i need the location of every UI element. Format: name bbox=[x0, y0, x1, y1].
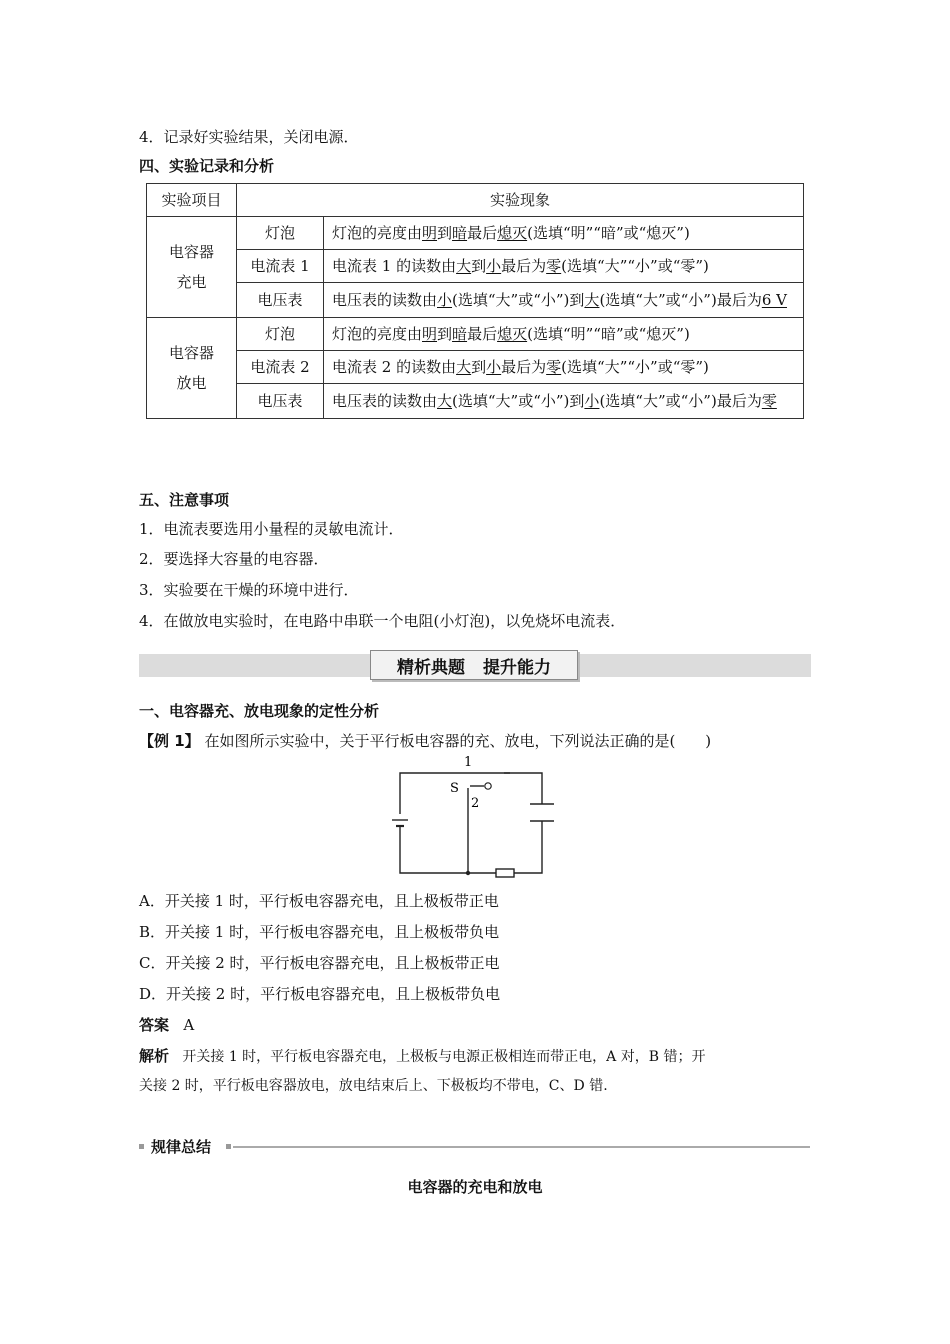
filled-answer: 小 bbox=[486, 257, 502, 275]
table-row bbox=[147, 351, 804, 384]
example-question: 在如图所示实验中，关于平行板电容器的充、放电，下列说法正确的是( ) bbox=[204, 732, 712, 750]
label-1: 1 bbox=[464, 756, 473, 770]
row-text bbox=[324, 250, 804, 283]
filled-answer: 明 bbox=[422, 325, 438, 343]
wire bbox=[514, 821, 542, 873]
text-segment: 灯泡的亮度由 bbox=[332, 224, 423, 242]
text-segment: 灯泡的亮度由 bbox=[332, 325, 423, 343]
text-segment: 最后为 bbox=[501, 358, 547, 376]
text-segment: 电压表的读数由 bbox=[332, 291, 438, 309]
filled-answer: 暗 bbox=[452, 325, 468, 343]
analysis-text-1: 开关接 1 时，平行板电容器充电，上极板与电源正极相连而带正电，A 对，B 错；开 bbox=[182, 1049, 706, 1065]
table-row bbox=[147, 217, 804, 250]
option-d: D．开关接 2 时，平行板电容器充电，且上极板带负电 bbox=[139, 985, 501, 1003]
bullet-square bbox=[226, 1144, 231, 1149]
analysis-line-2: 关接 2 时，平行板电容器放电，放电结束后上、下极板均不带电，C、D 错. bbox=[139, 1078, 608, 1094]
answer-label: 答案 bbox=[139, 1016, 170, 1034]
filled-answer: 熄灭 bbox=[497, 224, 528, 242]
summary-title: 电容器的充电和放电 bbox=[407, 1178, 543, 1196]
text-segment: 到 bbox=[471, 358, 487, 376]
text-segment: (选填“大”或“小”)最后为 bbox=[599, 392, 762, 410]
row-text bbox=[324, 318, 804, 351]
switch-contact bbox=[485, 783, 491, 789]
example-1 bbox=[139, 731, 711, 751]
circuit-diagram bbox=[380, 756, 580, 881]
example-tag: 【例 1】 bbox=[139, 732, 200, 750]
filled-answer: 小 bbox=[486, 358, 502, 376]
wire bbox=[504, 773, 542, 804]
table-row bbox=[147, 250, 804, 283]
text-segment: (选填“大”或“小”)到 bbox=[452, 392, 585, 410]
text-segment: (选填“大”或“小”)到 bbox=[452, 291, 585, 309]
group-discharge: 电容器放电 bbox=[147, 318, 237, 419]
row-text bbox=[324, 217, 804, 250]
analysis-line-1 bbox=[139, 1046, 705, 1067]
filled-answer: 小 bbox=[584, 392, 600, 410]
filled-answer: 暗 bbox=[452, 224, 468, 242]
text-segment: 到 bbox=[437, 325, 453, 343]
option-c: C．开关接 2 时，平行板电容器充电，且上极板带正电 bbox=[139, 954, 500, 972]
row-label: 电流表 2 bbox=[237, 351, 324, 384]
filled-answer: 明 bbox=[422, 224, 438, 242]
filled-answer: 零 bbox=[546, 358, 562, 376]
junction-dot bbox=[466, 871, 470, 875]
table-row bbox=[147, 384, 804, 419]
filled-answer: 小 bbox=[437, 291, 453, 309]
text-segment: 电流表 1 的读数由 bbox=[332, 257, 457, 275]
analysis-label: 解析 bbox=[139, 1047, 170, 1065]
summary-rule bbox=[233, 1146, 810, 1148]
row-text bbox=[324, 283, 804, 318]
header-item: 实验项目 bbox=[147, 184, 237, 217]
banner-left: 精析典题 bbox=[397, 657, 465, 678]
row-label: 电流表 1 bbox=[237, 250, 324, 283]
header-phenomenon: 实验现象 bbox=[237, 184, 804, 217]
table-row bbox=[147, 318, 804, 351]
section-4-title: 四、实验记录和分析 bbox=[139, 157, 275, 175]
answer-value: A bbox=[183, 1016, 195, 1034]
row-label: 电压表 bbox=[237, 384, 324, 419]
text-segment: 最后 bbox=[467, 325, 498, 343]
banner-right: 提升能力 bbox=[483, 657, 551, 678]
bullet-square bbox=[139, 1144, 144, 1149]
text-segment: (选填“明”“暗”或“熄灭”) bbox=[527, 325, 690, 343]
text-segment: 最后 bbox=[467, 224, 498, 242]
resistor bbox=[496, 869, 514, 877]
label-s: S bbox=[450, 781, 459, 796]
step-4: 4．记录好实验结果，关闭电源． bbox=[139, 128, 359, 146]
summary-label: 规律总结 bbox=[151, 1138, 212, 1156]
filled-answer: 零 bbox=[546, 257, 562, 275]
text-segment: (选填“大”“小”或“零”) bbox=[561, 358, 709, 376]
filled-answer: 大 bbox=[437, 392, 453, 410]
part-1-title: 一、电容器充、放电现象的定性分析 bbox=[139, 702, 380, 720]
option-a: A．开关接 1 时，平行板电容器充电，且上极板带正电 bbox=[139, 892, 499, 910]
option-b: B．开关接 1 时，平行板电容器充电，且上极板带负电 bbox=[139, 923, 500, 941]
section-5-title: 五、注意事项 bbox=[139, 491, 230, 509]
note-item: 1．电流表要选用小量程的灵敏电流计． bbox=[139, 520, 404, 538]
table-row bbox=[147, 283, 804, 318]
note-item: 3．实验要在干燥的环境中进行． bbox=[139, 581, 359, 599]
group-charge: 电容器充电 bbox=[147, 217, 237, 318]
row-text bbox=[324, 351, 804, 384]
filled-answer: 大 bbox=[456, 257, 472, 275]
note-item: 2．要选择大容量的电容器． bbox=[139, 550, 329, 568]
table-header-row bbox=[147, 184, 804, 217]
row-label: 灯泡 bbox=[237, 318, 324, 351]
note-item: 4．在做放电实验时，在电路中串联一个电阻(小灯泡)，以免烧坏电流表． bbox=[139, 612, 626, 630]
experiment-table bbox=[146, 183, 804, 419]
row-label: 电压表 bbox=[237, 283, 324, 318]
text-segment: (选填“明”“暗”或“熄灭”) bbox=[527, 224, 690, 242]
wire bbox=[400, 826, 496, 873]
text-segment: 最后为 bbox=[501, 257, 547, 275]
text-segment: 到 bbox=[437, 224, 453, 242]
section-banner bbox=[370, 650, 578, 680]
filled-answer: 大 bbox=[584, 291, 600, 309]
row-text bbox=[324, 384, 804, 419]
text-segment: 电流表 2 的读数由 bbox=[332, 358, 457, 376]
row-label: 灯泡 bbox=[237, 217, 324, 250]
filled-answer: 6 V bbox=[761, 291, 787, 309]
text-segment: 电压表的读数由 bbox=[332, 392, 438, 410]
label-2: 2 bbox=[471, 796, 480, 811]
text-segment: 到 bbox=[471, 257, 487, 275]
filled-answer: 大 bbox=[456, 358, 472, 376]
text-segment: (选填“大”或“小”)最后为 bbox=[599, 291, 762, 309]
answer bbox=[139, 1015, 194, 1035]
filled-answer: 零 bbox=[761, 392, 777, 410]
filled-answer: 熄灭 bbox=[497, 325, 528, 343]
text-segment: (选填“大”“小”或“零”) bbox=[561, 257, 709, 275]
